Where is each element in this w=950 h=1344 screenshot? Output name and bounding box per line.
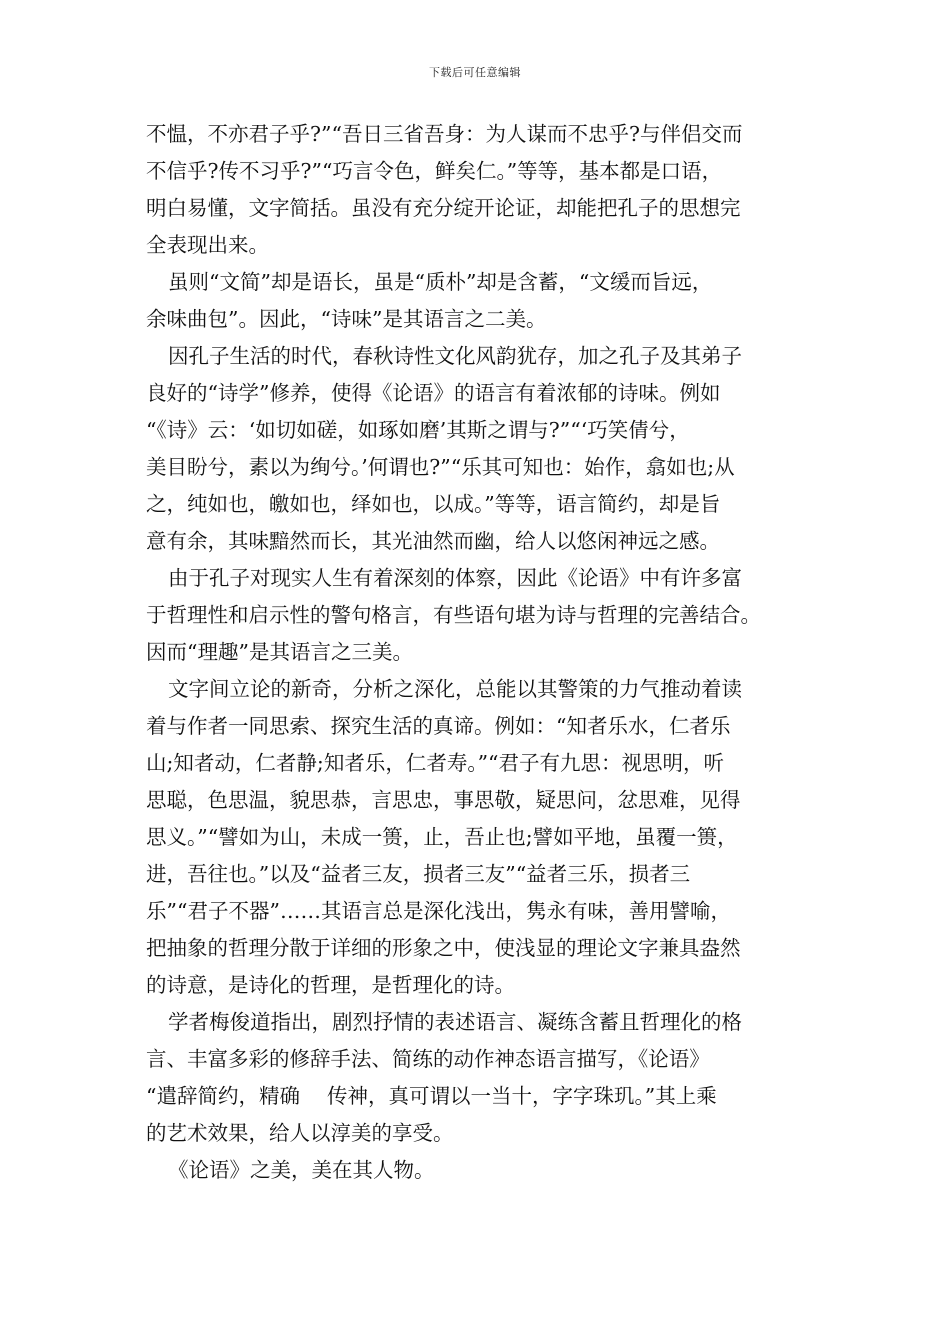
text-line: 明白易懂，文字简括。虽没有充分绽开论证，却能把孔子的思想完 bbox=[146, 196, 741, 220]
text-line: 之，纯如也，皦如也，绎如也，以成。”等等，语言简约，却是旨 bbox=[146, 492, 721, 516]
text-line: 美目盼兮，素以为绚兮。’何谓也?”“乐其可知也：始作，翕如也;从 bbox=[146, 455, 735, 479]
text-line: 文字间立论的新奇，分析之深化，总能以其警策的力气推动着读 bbox=[168, 677, 742, 701]
text-line: 不愠，不亦君子乎?”“吾日三省吾身：为人谋而不忠乎?与伴侣交而 bbox=[146, 122, 743, 146]
text-line: 学者梅俊道指出，剧烈抒情的表述语言、凝练含蓄且哲理化的格 bbox=[168, 1010, 742, 1034]
page-header: 下载后可任意编辑 bbox=[429, 66, 521, 79]
text-line: 《论语》之美，美在其人物。 bbox=[168, 1158, 435, 1182]
text-line: 于哲理性和启示性的警句格言，有些语句堪为诗与哲理的完善结合。 bbox=[146, 603, 761, 627]
text-line: 乐”“君子不器”……其语言总是深化浅出，隽永有味，善用譬喻， bbox=[146, 899, 731, 923]
text-line: 思聪，色思温，貌思恭，言思忠，事思敬，疑思问，忿思难，见得 bbox=[146, 788, 741, 812]
text-line: 因而“理趣”是其语言之三美。 bbox=[146, 640, 413, 664]
text-line: 的诗意，是诗化的哲理，是哲理化的诗。 bbox=[146, 973, 515, 997]
text-line: “遣辞简约，精确 传神，真可谓以一当十，字字珠玑。”其上乘 bbox=[146, 1084, 717, 1108]
text-line: 把抽象的哲理分散于详细的形象之中，使浅显的理论文字兼具盎然 bbox=[146, 936, 741, 960]
text-line: 进，吾往也。”以及“益者三友，损者三友”“益者三乐，损者三 bbox=[146, 862, 691, 886]
text-line: 山;知者动，仁者静;知者乐，仁者寿。”“君子有九思：视思明，听 bbox=[146, 751, 725, 775]
text-line: 全表现出来。 bbox=[146, 233, 269, 257]
text-line: 着与作者一同思索、探究生活的真谛。例如：“知者乐水，仁者乐 bbox=[146, 714, 731, 738]
text-line: 良好的“诗学”修养，使得《论语》的语言有着浓郁的诗味。例如 bbox=[146, 381, 721, 405]
text-line: 不信乎?传不习乎?”“巧言令色，鲜矣仁。”等等，基本都是口语， bbox=[146, 159, 723, 183]
text-line: 虽则“文简”却是语长，虽是“质朴”却是含蓄，“文缓而旨远， bbox=[168, 270, 713, 294]
text-line: 的艺术效果，给人以淳美的享受。 bbox=[146, 1121, 454, 1145]
document-body bbox=[146, 116, 826, 1189]
text-line: 意有余，其味黯然而长，其光油然而幽，给人以悠闲神远之感。 bbox=[146, 529, 720, 553]
text-line: 因孔子生活的时代，春秋诗性文化风韵犹存，加之孔子及其弟子 bbox=[168, 344, 742, 368]
text-line: 由于孔子对现实人生有着深刻的体察，因此《论语》中有许多富 bbox=[168, 566, 742, 590]
text-line: 言、丰富多彩的修辞手法、简练的动作神态语言描写，《论语》 bbox=[146, 1047, 710, 1071]
text-line: 余味曲包”。因此，“诗味”是其语言之二美。 bbox=[146, 307, 547, 331]
text-line: 思义。”“譬如为山，未成一篑，止，吾止也;譬如平地，虽覆一篑， bbox=[146, 825, 738, 849]
text-line: “《诗》云：‘如切如磋，如琢如磨’其斯之谓与?”“‘巧笑倩兮， bbox=[146, 418, 690, 442]
